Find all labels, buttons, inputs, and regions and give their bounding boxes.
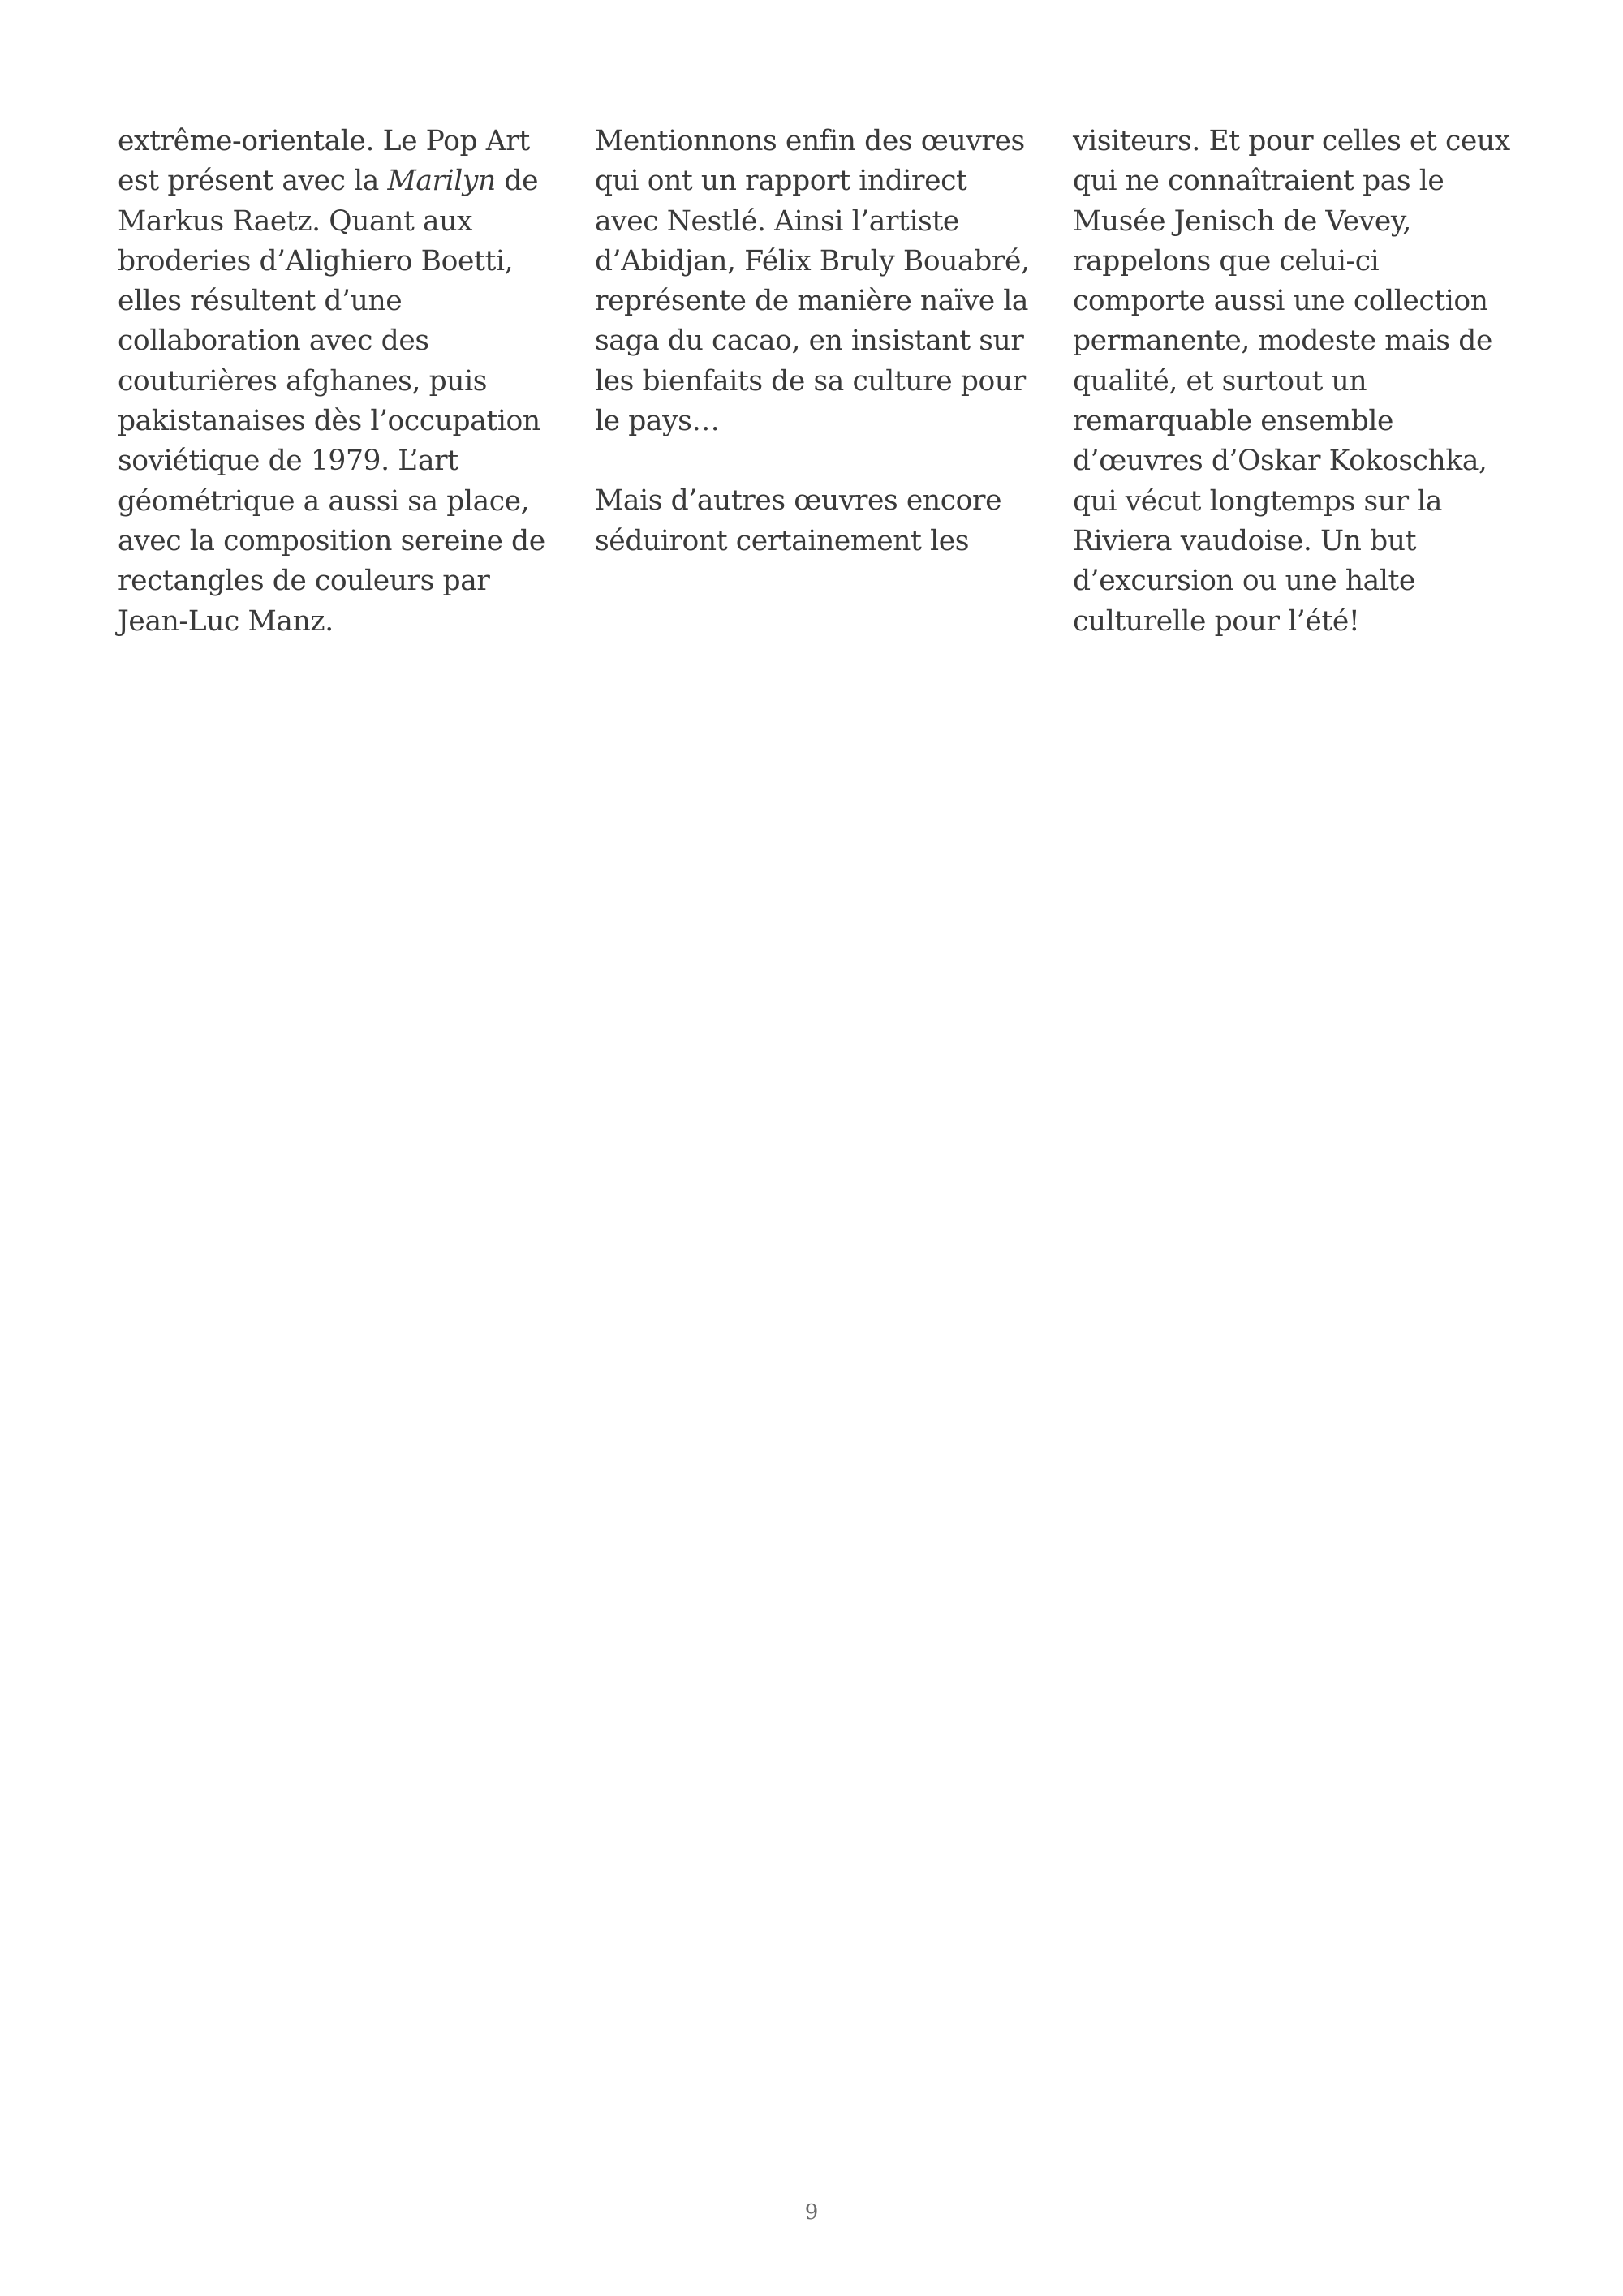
text-line: Markus Raetz. Quant aux <box>118 204 473 238</box>
text-column-1 <box>118 122 560 642</box>
paragraph <box>118 122 560 642</box>
text-line: représente de manière naïve la <box>595 285 1029 318</box>
text-line: extrême-orientale. Le Pop Art <box>118 125 530 157</box>
text-line: Jean-Luc Manz. <box>118 604 334 638</box>
text-line: Mentionnons enfin des œuvres <box>595 125 1025 157</box>
text-line: d’œuvres d’Oskar Kokoschka, <box>1073 445 1487 478</box>
text-column-3 <box>1073 122 1515 642</box>
text-line: avec la composition sereine de <box>118 524 545 557</box>
text-line: Riviera vaudoise. Un but <box>1073 524 1417 557</box>
text-line: le pays… <box>595 405 720 438</box>
text-line: elles résultent d’une <box>118 285 403 318</box>
paragraph <box>595 122 1037 441</box>
text-line: couturières afghanes, puis <box>118 364 488 398</box>
text-line: géométrique a aussi sa place, <box>118 484 530 518</box>
text-line: collaboration avec des <box>118 325 429 358</box>
text-line: qui ont un rapport indirect <box>595 165 967 198</box>
text-line: d’excursion ou une halte <box>1073 565 1415 598</box>
paragraph <box>595 481 1037 561</box>
text-line: soviétique de 1979. L’art <box>118 445 458 478</box>
text-line: les bienfaits de sa culture pour <box>595 364 1026 398</box>
text-line: Musée Jenisch de Vevey, <box>1073 204 1411 238</box>
text-column-2 <box>595 122 1037 561</box>
text-line: visiteurs. Et pour celles et ceux <box>1073 125 1510 157</box>
paragraph <box>1073 122 1515 642</box>
text-segment: de <box>495 165 539 198</box>
text-line: permanente, modeste mais de <box>1073 325 1492 358</box>
text-line: remarquable ensemble <box>1073 405 1394 438</box>
text-line: comporte aussi une collection <box>1073 285 1488 318</box>
text-line: qualité, et surtout un <box>1073 364 1367 398</box>
text-line: broderies d’Alighiero Boetti, <box>118 244 514 277</box>
text-line: d’Abidjan, Félix Bruly Bouabré, <box>595 244 1030 277</box>
text-line: séduiront certainement les <box>595 524 970 557</box>
text-line: pakistanaises dès l’occupation <box>118 405 540 438</box>
text-line: rappelons que celui-ci <box>1073 244 1380 277</box>
text-segment: est présent avec la <box>118 165 388 198</box>
text-line: avec Nestlé. Ainsi l’artiste <box>595 204 959 238</box>
text-line: rectangles de couleurs par <box>118 565 490 598</box>
text-line: saga du cacao, en insistant sur <box>595 325 1024 358</box>
text-line: qui ne connaîtraient pas le <box>1073 165 1444 198</box>
artwork-title: Marilyn <box>387 165 496 198</box>
text-line: qui vécut longtemps sur la <box>1073 484 1443 518</box>
text-line: culturelle pour l’été! <box>1073 604 1360 638</box>
text-line: Mais d’autres œuvres encore <box>595 484 1002 518</box>
page-number: 9 <box>804 2200 819 2225</box>
text-line <box>118 161 560 201</box>
